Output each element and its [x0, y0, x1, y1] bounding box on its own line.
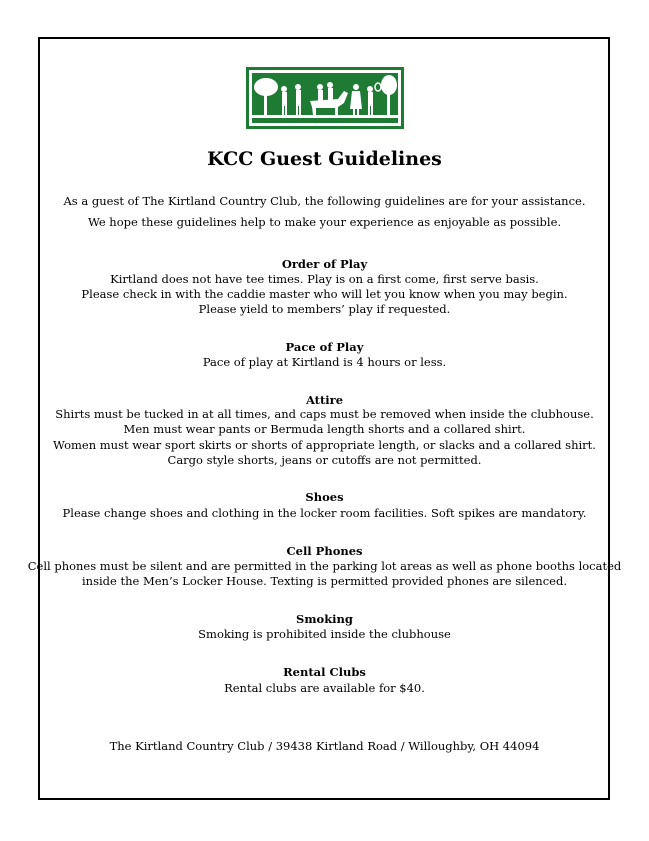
section-heading-attire: Attire	[305, 393, 344, 407]
attire-line-1: Shirts must be tucked in at all times, and caps must be removed when inside the clubhouse.	[55, 407, 594, 421]
section-heading-rental-clubs: Rental Clubs	[283, 665, 366, 679]
section-heading-smoking: Smoking	[296, 612, 353, 626]
order-of-play-line-3: Please yield to members’ play if requested.	[198, 302, 451, 316]
intro-line-2: We hope these guidelines help to make your experience as enjoyable as possible.	[87, 215, 562, 229]
section-heading-cell-phones: Cell Phones	[286, 544, 363, 558]
section-heading-pace-of-play: Pace of Play	[285, 340, 364, 354]
page-title: KCC Guest Guidelines	[207, 148, 442, 170]
attire-line-2: Men must wear pants or Bermuda length shorts and a collared shirt.	[123, 422, 526, 436]
attire-line-3: Women must wear sport skirts or shorts of appropriate length, or slacks and a collared shirt.	[53, 438, 596, 452]
shoes-line-1: Please change shoes and clothing in the locker room facilities. Soft spikes are mandatory.	[62, 506, 587, 520]
pace-of-play-line-1: Pace of play at Kirtland is 4 hours or less.	[202, 355, 447, 369]
cell-phones-line-1: Cell phones must be silent and are permitted in the parking lot areas as well as phone booths located	[27, 559, 622, 573]
attire-line-4: Cargo style shorts, jeans or cutoffs are not permitted.	[167, 453, 482, 467]
cell-phones-line-2: inside the Men’s Locker House. Texting is permitted provided phones are silenced.	[82, 574, 567, 588]
order-of-play-line-2: Please check in with the caddie master who will let you know when you may begin.	[81, 287, 568, 301]
rental-clubs-line-1: Rental clubs are available for $40.	[224, 681, 425, 695]
order-of-play-line-1: Kirtland does not have tee times. Play is on a first come, first serve basis.	[110, 272, 539, 286]
intro-line-1: As a guest of The Kirtland Country Club, the following guidelines are for your assistance.	[63, 194, 586, 208]
club-logo	[246, 67, 404, 129]
smoking-line-1: Smoking is prohibited inside the clubhouse	[198, 627, 451, 641]
section-heading-shoes: Shoes	[305, 490, 344, 504]
section-heading-order-of-play: Order of Play	[281, 257, 368, 271]
footer-address: The Kirtland Country Club / 39438 Kirtland Road / Willoughby, OH 44094	[109, 739, 540, 753]
